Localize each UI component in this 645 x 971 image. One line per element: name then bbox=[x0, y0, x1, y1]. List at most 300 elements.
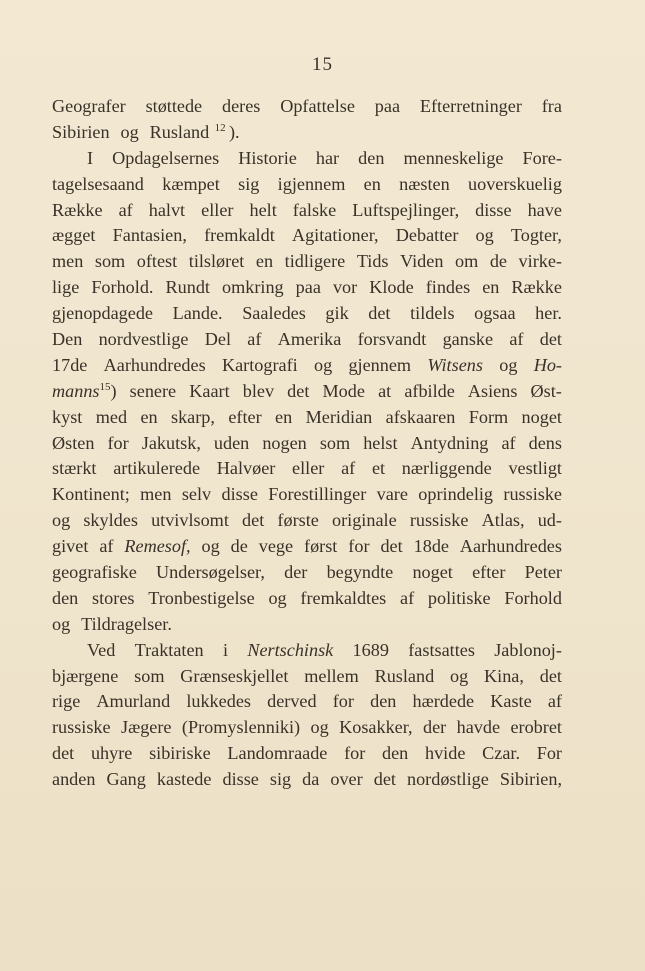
word bbox=[52, 715, 111, 741]
word-text: nærliggende bbox=[401, 458, 492, 479]
word-text: geografiske bbox=[52, 562, 137, 583]
word bbox=[352, 198, 459, 224]
word-text: noget bbox=[412, 562, 453, 583]
word bbox=[501, 431, 515, 457]
word bbox=[52, 275, 79, 301]
text-line bbox=[52, 301, 562, 327]
word bbox=[423, 715, 446, 741]
word bbox=[134, 664, 164, 690]
word-text: det bbox=[287, 380, 310, 401]
word-text: rige bbox=[52, 691, 81, 712]
word bbox=[52, 379, 117, 405]
word bbox=[52, 431, 94, 457]
text-line bbox=[52, 586, 562, 612]
word bbox=[386, 405, 456, 431]
word-text: mellem bbox=[304, 665, 359, 686]
word bbox=[300, 586, 386, 612]
word-text: Gang bbox=[106, 769, 146, 790]
word bbox=[119, 198, 133, 224]
italic-name: manns bbox=[52, 380, 100, 401]
word-text: Fore- bbox=[522, 147, 562, 168]
word bbox=[404, 379, 455, 405]
word bbox=[382, 741, 408, 767]
word-text: Form bbox=[468, 406, 509, 427]
word-text: ogsaa bbox=[474, 303, 516, 324]
word-text: uhyre bbox=[90, 743, 133, 764]
text-line bbox=[52, 327, 562, 353]
word-text: af bbox=[247, 329, 262, 350]
word-text: Opdagelsernes bbox=[112, 147, 220, 168]
text-line bbox=[52, 534, 562, 560]
word-text: de bbox=[230, 536, 248, 557]
word bbox=[428, 586, 491, 612]
word bbox=[511, 275, 562, 301]
word bbox=[314, 353, 332, 379]
word-text: ægget bbox=[52, 225, 96, 246]
word bbox=[522, 405, 562, 431]
word-text: de bbox=[489, 251, 507, 272]
word bbox=[484, 664, 524, 690]
word-text: artikulerede bbox=[113, 458, 201, 479]
word-text: nordvestlige bbox=[98, 329, 189, 350]
word bbox=[231, 534, 248, 560]
word-text: af bbox=[400, 587, 415, 608]
word-text: en bbox=[482, 277, 500, 298]
word bbox=[333, 275, 357, 301]
word-text: for bbox=[332, 691, 354, 712]
word-text: lukkedes bbox=[186, 691, 251, 712]
word bbox=[410, 508, 469, 534]
word bbox=[52, 508, 70, 534]
italic-name: Ho- bbox=[533, 354, 562, 375]
word bbox=[450, 664, 468, 690]
word bbox=[149, 741, 211, 767]
punctuation: ). bbox=[228, 121, 240, 142]
word bbox=[278, 327, 342, 353]
word-text: Amerika bbox=[277, 329, 342, 350]
word-text: af bbox=[341, 458, 356, 479]
word-text: gjenopdagede bbox=[52, 303, 153, 324]
word-text: efter bbox=[228, 406, 262, 427]
text-line bbox=[52, 508, 562, 534]
word bbox=[256, 249, 273, 275]
word bbox=[482, 508, 525, 534]
word-text: støttede bbox=[145, 96, 203, 116]
word bbox=[490, 249, 507, 275]
text-line bbox=[52, 275, 562, 301]
word bbox=[96, 405, 127, 431]
word-text: Rusland bbox=[149, 121, 210, 142]
word-text: oftest bbox=[136, 251, 178, 272]
word bbox=[287, 379, 309, 405]
word-text: (Promyslenniki) bbox=[181, 717, 301, 738]
word-text: for bbox=[344, 743, 366, 764]
word bbox=[538, 508, 562, 534]
word bbox=[413, 689, 475, 715]
word-text: 17de bbox=[52, 354, 88, 375]
word bbox=[238, 146, 297, 172]
word-text: oprindelig bbox=[418, 484, 494, 505]
word-text: det bbox=[539, 665, 562, 686]
word bbox=[217, 456, 276, 482]
word-text: vor bbox=[332, 277, 358, 298]
word-text: den bbox=[382, 743, 409, 764]
word bbox=[140, 405, 157, 431]
word-text: Sibirien bbox=[52, 121, 110, 142]
word-text: givet bbox=[52, 536, 89, 557]
word-text: skyldes bbox=[83, 510, 138, 531]
word-text: Meridian bbox=[305, 406, 373, 427]
word bbox=[519, 249, 562, 275]
word-text: kastede bbox=[156, 769, 212, 790]
word-text: næsten bbox=[399, 173, 450, 194]
text-line bbox=[52, 431, 562, 457]
word-text: virke- bbox=[518, 251, 562, 272]
word bbox=[52, 249, 83, 275]
word-text: og bbox=[268, 587, 287, 608]
text-line bbox=[52, 638, 562, 664]
word bbox=[358, 146, 384, 172]
word bbox=[52, 741, 74, 767]
word bbox=[529, 431, 562, 457]
word-text: halvt bbox=[148, 199, 186, 220]
word bbox=[293, 198, 336, 224]
word bbox=[140, 482, 171, 508]
word-text: og bbox=[313, 354, 333, 375]
word-text: har bbox=[315, 147, 340, 168]
word bbox=[509, 327, 523, 353]
word bbox=[214, 431, 249, 457]
word bbox=[171, 405, 215, 431]
word bbox=[414, 534, 449, 560]
word bbox=[311, 715, 329, 741]
word bbox=[104, 353, 206, 379]
word-text: fremkaldtes bbox=[300, 587, 387, 608]
word-text: Række bbox=[52, 199, 103, 220]
word bbox=[396, 223, 459, 249]
italic-name: Witsens bbox=[427, 354, 483, 375]
word bbox=[151, 508, 229, 534]
word-text: over bbox=[330, 769, 363, 790]
word bbox=[380, 534, 402, 560]
word bbox=[222, 94, 260, 120]
word bbox=[52, 767, 95, 793]
word-text: derved bbox=[267, 691, 317, 712]
word-text: 1689 bbox=[352, 639, 389, 660]
text-line bbox=[52, 560, 562, 586]
word bbox=[400, 249, 443, 275]
word bbox=[510, 715, 562, 741]
word bbox=[249, 198, 276, 224]
word bbox=[83, 508, 138, 534]
word-text: vege bbox=[258, 536, 294, 557]
word-text: gik bbox=[325, 303, 349, 324]
word bbox=[306, 405, 373, 431]
word-text: deres bbox=[221, 96, 261, 116]
word bbox=[223, 638, 228, 664]
word-text: uden bbox=[213, 432, 250, 453]
text-line bbox=[52, 94, 562, 120]
word-text: Peter bbox=[524, 562, 562, 583]
word bbox=[508, 456, 562, 482]
word bbox=[202, 534, 220, 560]
word-text: eller bbox=[292, 458, 325, 479]
word-text: Historie bbox=[238, 147, 297, 168]
word bbox=[205, 327, 231, 353]
word-text: det bbox=[52, 743, 75, 764]
word-text: stærkt bbox=[52, 458, 97, 479]
text-line bbox=[52, 741, 562, 767]
word-text: bjærgene bbox=[52, 665, 119, 686]
word-text: Viden bbox=[400, 251, 444, 272]
text-line bbox=[52, 715, 562, 741]
word-text: som bbox=[319, 432, 351, 453]
word bbox=[363, 431, 397, 457]
word bbox=[344, 741, 365, 767]
word bbox=[52, 327, 82, 353]
word bbox=[468, 379, 518, 405]
word-text: erobret bbox=[510, 717, 562, 738]
word-text: Rundt bbox=[165, 277, 210, 298]
word-text: omkring bbox=[222, 277, 284, 298]
word-text: noget bbox=[521, 406, 562, 427]
word bbox=[482, 741, 520, 767]
word-text: Forestillinger bbox=[268, 484, 367, 505]
word bbox=[325, 301, 348, 327]
word bbox=[189, 379, 229, 405]
word bbox=[149, 198, 185, 224]
word bbox=[96, 689, 170, 715]
word bbox=[302, 767, 319, 793]
word-text: hvide bbox=[424, 743, 466, 764]
word bbox=[341, 456, 355, 482]
word-text: ud- bbox=[537, 510, 562, 531]
word bbox=[500, 767, 562, 793]
word-text: gjennem bbox=[348, 354, 412, 375]
text-line bbox=[52, 172, 562, 198]
word-text: at bbox=[378, 380, 392, 401]
word-text: anden bbox=[52, 769, 96, 790]
word-text: afskaaren bbox=[385, 406, 456, 427]
word bbox=[99, 534, 113, 560]
word-text: Aarhundredes bbox=[103, 354, 206, 375]
word bbox=[540, 327, 562, 353]
word bbox=[52, 456, 96, 482]
word-text: det bbox=[380, 536, 403, 557]
word bbox=[511, 223, 562, 249]
word-text: politiske bbox=[427, 587, 491, 608]
word bbox=[353, 638, 389, 664]
word-text: tagelsesaand bbox=[52, 173, 144, 194]
word bbox=[182, 715, 300, 741]
word bbox=[425, 741, 465, 767]
word bbox=[472, 560, 505, 586]
word-text: Antydning bbox=[410, 432, 489, 453]
word bbox=[537, 741, 562, 767]
text-line bbox=[52, 249, 562, 275]
word-text: Efterretninger bbox=[419, 96, 522, 116]
word-text: efter bbox=[472, 562, 506, 583]
word-text: Ved bbox=[87, 639, 116, 660]
word bbox=[482, 275, 499, 301]
word bbox=[107, 431, 128, 457]
word-text: ganske bbox=[442, 329, 494, 350]
word-text: der bbox=[423, 717, 447, 738]
word-text: Halvøer bbox=[216, 458, 276, 479]
word-text: paa bbox=[295, 277, 321, 298]
word bbox=[327, 560, 394, 586]
word-text: det bbox=[242, 510, 265, 531]
word bbox=[162, 172, 220, 198]
word-text: Østen bbox=[52, 432, 95, 453]
word-text: i bbox=[222, 639, 229, 660]
word bbox=[468, 172, 562, 198]
word-text: Del bbox=[204, 329, 232, 350]
word-text: Saaledes bbox=[242, 303, 306, 324]
word bbox=[400, 586, 414, 612]
word bbox=[377, 482, 408, 508]
word bbox=[247, 638, 333, 664]
word-text: tildels bbox=[410, 303, 455, 324]
word bbox=[137, 249, 177, 275]
word bbox=[52, 586, 78, 612]
word bbox=[399, 172, 450, 198]
word bbox=[280, 94, 355, 120]
word bbox=[238, 172, 259, 198]
word-text: Kaart bbox=[189, 380, 230, 401]
word-text: Togter, bbox=[510, 225, 562, 246]
word-text: falske bbox=[292, 199, 337, 220]
word bbox=[262, 431, 306, 457]
word-text: For bbox=[536, 743, 562, 764]
word-text: nogen bbox=[262, 432, 307, 453]
word-text: den bbox=[52, 587, 79, 608]
word bbox=[535, 301, 562, 327]
word-text: Agitationer, bbox=[291, 225, 379, 246]
word-text: uoverskuelig bbox=[468, 173, 562, 194]
word bbox=[99, 327, 189, 353]
word-text: fra bbox=[541, 96, 562, 116]
word-text: og bbox=[201, 536, 220, 557]
text-line bbox=[52, 353, 562, 379]
word-text: skarp, bbox=[171, 406, 215, 427]
word bbox=[186, 689, 251, 715]
word bbox=[52, 198, 103, 224]
word bbox=[504, 586, 562, 612]
word bbox=[52, 689, 80, 715]
word bbox=[357, 249, 389, 275]
word bbox=[113, 223, 187, 249]
word bbox=[339, 715, 413, 741]
word bbox=[457, 715, 500, 741]
word-text: Lande. bbox=[172, 303, 223, 324]
word bbox=[332, 508, 397, 534]
word-text: der bbox=[284, 562, 308, 583]
word-text: selv bbox=[181, 484, 212, 505]
word bbox=[180, 664, 288, 690]
italic-name: Remesof, bbox=[124, 536, 191, 557]
word-text: Amurland bbox=[96, 691, 171, 712]
word bbox=[222, 767, 258, 793]
word bbox=[296, 275, 321, 301]
word bbox=[267, 689, 316, 715]
word bbox=[548, 689, 562, 715]
word-text: Kontinent; bbox=[52, 484, 130, 505]
word-text: som bbox=[134, 665, 165, 686]
word-text: for bbox=[107, 432, 129, 453]
word-text: her. bbox=[535, 303, 562, 324]
word-text: sig bbox=[238, 173, 260, 194]
word-text: Traktaten bbox=[134, 639, 204, 660]
word bbox=[523, 146, 562, 172]
word-text: en bbox=[275, 406, 293, 427]
body-text bbox=[52, 94, 562, 793]
word bbox=[227, 741, 327, 767]
word-text: af bbox=[547, 691, 562, 712]
word-text: fastsattes bbox=[408, 639, 475, 660]
word-text: dens bbox=[528, 432, 562, 453]
word-text: og bbox=[450, 665, 469, 686]
word bbox=[157, 767, 212, 793]
word bbox=[189, 249, 245, 275]
word bbox=[278, 172, 346, 198]
word-text: begyndte bbox=[326, 562, 394, 583]
word bbox=[222, 353, 298, 379]
word bbox=[490, 689, 531, 715]
word bbox=[407, 767, 489, 793]
word-text: en bbox=[140, 406, 158, 427]
word bbox=[323, 379, 365, 405]
word bbox=[146, 94, 203, 120]
word-text: havde bbox=[456, 717, 501, 738]
word-text: Aarhundredes bbox=[459, 536, 562, 557]
word bbox=[112, 146, 219, 172]
text-line bbox=[52, 612, 562, 638]
word-text: Debatter bbox=[395, 225, 459, 246]
text-line bbox=[52, 664, 562, 690]
word-text: første bbox=[277, 510, 319, 531]
word bbox=[375, 664, 435, 690]
word bbox=[531, 379, 562, 405]
word-text: findes bbox=[425, 277, 471, 298]
word bbox=[426, 275, 470, 301]
word bbox=[277, 508, 318, 534]
text-line bbox=[52, 223, 562, 249]
word bbox=[52, 301, 153, 327]
word-text: kyst bbox=[52, 406, 83, 427]
word-text: eller bbox=[201, 199, 234, 220]
word bbox=[476, 223, 494, 249]
word-text: disse bbox=[221, 484, 258, 505]
word-text: Jablonoj- bbox=[494, 639, 562, 660]
word-text: det bbox=[373, 769, 396, 790]
word-text: Forhold bbox=[504, 587, 562, 608]
word-text: Øst- bbox=[530, 380, 562, 401]
word bbox=[52, 482, 130, 508]
word-text: af bbox=[501, 432, 516, 453]
word bbox=[420, 94, 522, 120]
word-text: Luftspejlinger, bbox=[352, 199, 460, 220]
word-text: et bbox=[371, 458, 386, 479]
word-text: Klode bbox=[369, 277, 414, 298]
text-line bbox=[52, 198, 562, 224]
punctuation: ) bbox=[110, 380, 117, 401]
word-text: vestligt bbox=[508, 458, 562, 479]
word-text: Landomraade bbox=[227, 743, 328, 764]
word-text: og bbox=[475, 225, 494, 246]
word-text: og bbox=[310, 717, 329, 738]
word-text: Opfattelse bbox=[280, 96, 355, 116]
